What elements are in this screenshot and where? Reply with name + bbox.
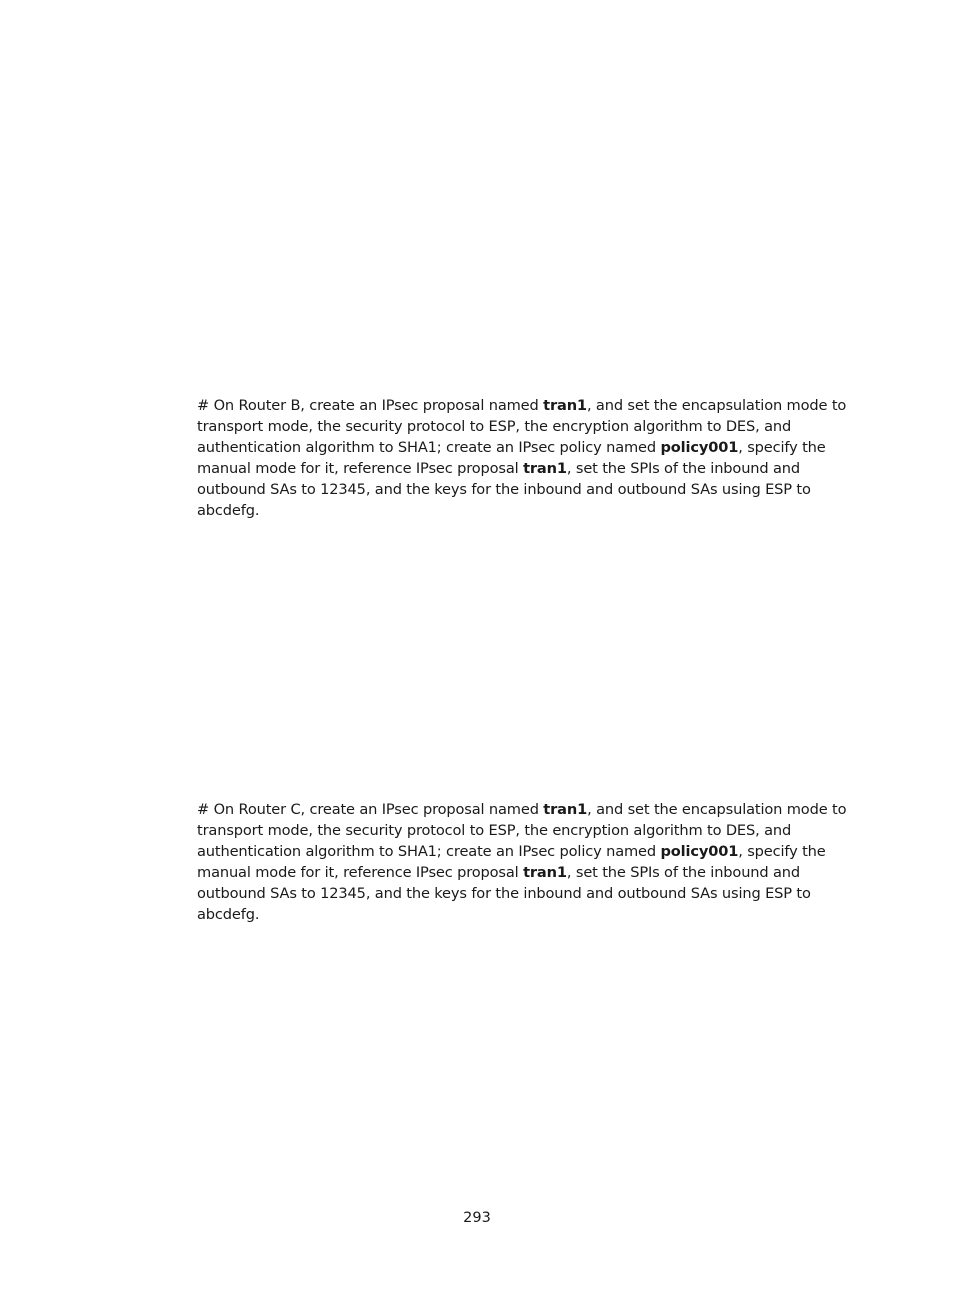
paragraph-text: , and set the encapsulation mode to transport mode, the security protocol to ESP, the encryption algorithm to DES, and authentication algorithm to SHA1; create an IPsec policy named	[197, 801, 847, 860]
paragraph-text: , specify the manual mode for it, reference IPsec proposal	[197, 439, 826, 477]
policy-name: policy001	[660, 439, 739, 456]
paragraph-text: , specify the manual mode for it, reference IPsec proposal	[197, 843, 826, 881]
page-number: 293	[463, 1210, 491, 1226]
policy-name: policy001	[660, 843, 739, 860]
paragraph-text: , set the SPIs of the inbound and outbound SAs to 12345, and the keys for the inbound and outbound SAs using ESP to abcdefg.	[197, 460, 811, 519]
paragraph-text: # On Router C, create an IPsec proposal named	[197, 801, 544, 818]
proposal-name: tran1	[523, 460, 567, 477]
proposal-name: tran1	[543, 397, 587, 414]
paragraph-text: , and set the encapsulation mode to transport mode, the security protocol to ESP, the encryption algorithm to DES, and authentication algorithm to SHA1; create an IPsec policy named	[197, 397, 847, 456]
proposal-name: tran1	[543, 801, 588, 818]
router-b-instruction-paragraph	[197, 395, 869, 521]
router-c-instruction-paragraph	[197, 799, 869, 925]
proposal-name: tran1	[523, 864, 567, 881]
paragraph-text: # On Router B, create an IPsec proposal named	[197, 397, 544, 414]
paragraph-text: , set the SPIs of the inbound and outbound SAs to 12345, and the keys for the inbound and outbound SAs using ESP to abcdefg.	[197, 864, 811, 923]
